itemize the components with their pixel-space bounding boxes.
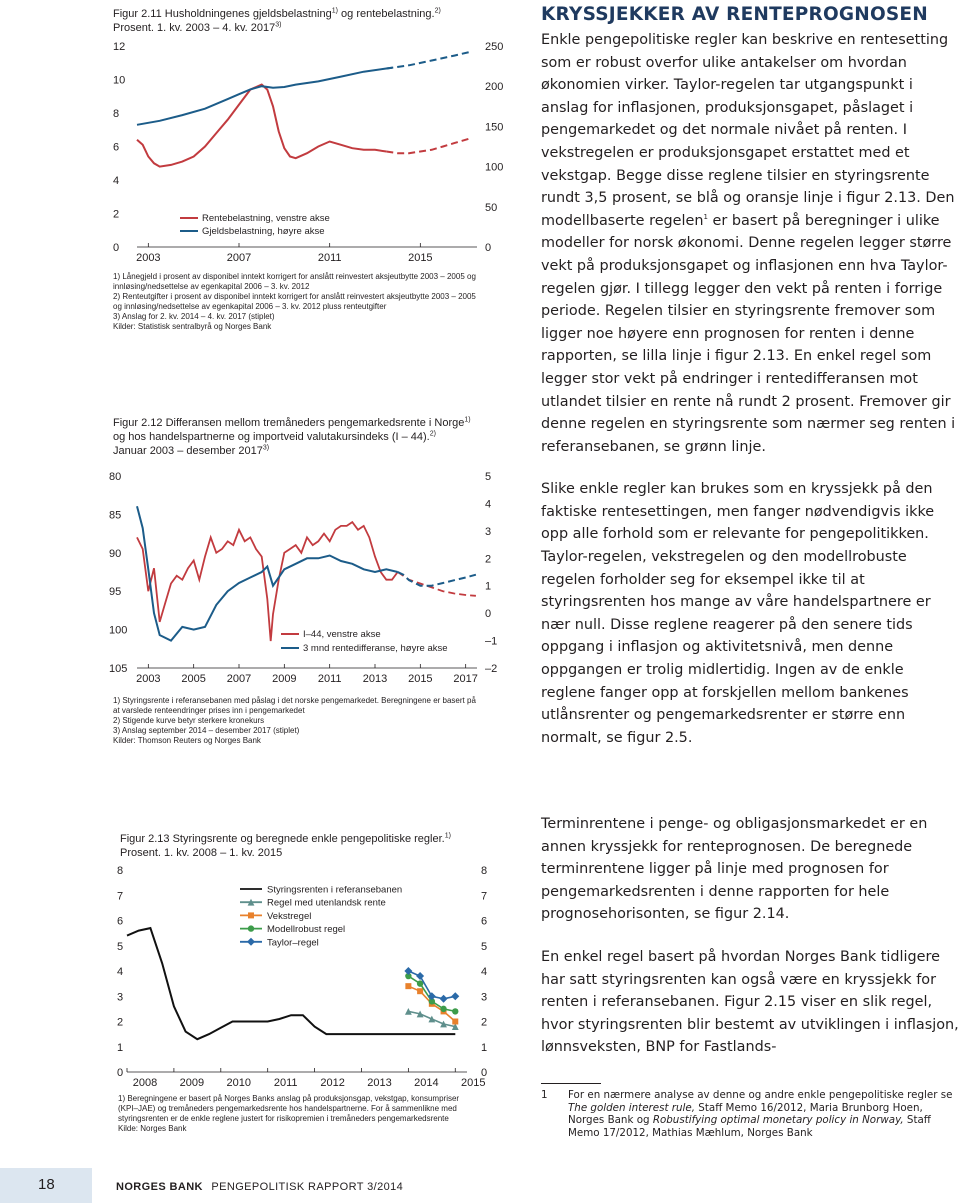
x-axis-tick-label: 2011 xyxy=(317,673,342,685)
diamond-marker xyxy=(428,992,436,1000)
right-axis-tick-label: 5 xyxy=(485,471,492,483)
fig1-note-2: 2) Renteutgifter i prosent av disponibel inntekt korrigert for anslått reinvestert aksjeutbytte 2003 – 2005 og innløsing/nedsettelse av egenkapital 2006 – 3. kv. 2012 pluss renteutgifter xyxy=(113,292,476,311)
right-axis-tick-label: –2 xyxy=(485,663,498,675)
right-axis-tick-label: 150 xyxy=(485,121,504,134)
diamond-marker xyxy=(247,938,255,946)
fig1-title-text: Figur 2.11 Husholdningenes gjeldsbelastning xyxy=(113,8,332,20)
footnote-text-a: For en nærmere analyse av denne og andre enkle pengepolitiske regler se xyxy=(568,1089,953,1101)
right-axis-tick-label: 4 xyxy=(485,498,492,511)
figure-2-13-chart xyxy=(105,860,515,1092)
x-axis-tick-label: 2009 xyxy=(179,1077,205,1089)
x-axis-tick-label: 2012 xyxy=(320,1077,345,1089)
x-axis-tick-label: 2009 xyxy=(272,673,297,685)
fig2-note-2: 2) Stigende kurve betyr sterkere kronekurs xyxy=(113,716,265,725)
right-axis-tick-label: 0 xyxy=(481,1067,488,1079)
footnote-text xyxy=(568,1089,959,1139)
left-axis-tick-label: 100 xyxy=(109,624,128,637)
figure-2-12-notes xyxy=(113,696,483,746)
fig3-title-line2: Prosent. 1. kv. 2008 – 1. kv. 2015 xyxy=(120,847,283,859)
footnote-italic-1: The golden interest rule, xyxy=(568,1101,696,1114)
left-axis-tick-label: 80 xyxy=(109,471,122,483)
fig2-title-line2: og hos handelspartnerne og importveid valutakursindeks (I – 44). xyxy=(113,431,430,443)
fig2-note-3: 3) Anslag september 2014 – desember 2017 (stiplet) xyxy=(113,726,300,735)
x-axis-tick-label: 2015 xyxy=(461,1077,486,1089)
right-axis-tick-label: 1 xyxy=(481,1041,488,1054)
right-axis-tick-label: 100 xyxy=(485,161,504,174)
right-axis-tick-label: 5 xyxy=(481,940,488,953)
left-axis-tick-label: 12 xyxy=(113,41,126,53)
fig1-title-sup1: 1) xyxy=(331,7,338,15)
left-axis-tick-label: 8 xyxy=(113,108,120,120)
i44-line xyxy=(137,522,398,641)
x-axis-tick-label: 2003 xyxy=(136,252,161,264)
paragraph-1-part-b: er basert på beregninger i ulike modeller for norsk økonomi. Denne regelen legger større vekt på produksjonsgapet og inflasjonen enn hva Taylor-regelen gjør. I tillegg legger den vekt på renten i forrige periode. Regelen tilsier en styringsrente fremover som ligger noe høyere enn prognosen for renten i denne rapporten, se lilla linje i figur 2.13. En enkel regel som legger stor vekt på endringer i rentedifferansen mot utlandet tilsier en rente nå rundt 2 prosent. Fremover gir denne regelen en styringsrente som nærmer seg renten i referansebanen, se grønn linje. xyxy=(541,212,956,455)
square-marker xyxy=(405,983,411,989)
article-paragraph-2: Slike enkle regler kan brukes som en kryssjekk på den faktiske rentesettingen, men fanger nødvendigvis ikke opp alle forhold som er relevante for pengepolitikken. Taylor-regelen, vekstregelen og den modellrobuste regelen forholder seg for eksempel ikke til at styringsrenten hos mange av våre handelspartnere er nær null. Disse reglene reagerer på den senere tids oppgang i inflasjon og aktivitetsnivå, men denne oppgangen er trolig midlertidig. Ingen av de enkle reglene fanger opp at forskjellen mellom bankenes utlånsrenter og pengemarkedsrenter er større enn normalt, se figur 2.5. xyxy=(541,481,935,746)
figure-2-12-chart xyxy=(105,460,525,695)
right-axis-tick-label: 6 xyxy=(481,915,488,928)
fig2-note-1: 1) Styringsrente i referansebanen med påslag i det norske pengemarkedet. Beregningene er basert på at varslede renteendringer prises inn i pengemarkedet xyxy=(113,696,476,715)
fig1-note-1: 1) Lånegjeld i prosent av disponibel inntekt korrigert for anslått reinvestert aksjeutbytte 2003 – 2005 og innløsing/nedsettelse av egenkapital 2006 – 3. kv. 2012 xyxy=(113,272,476,291)
square-marker xyxy=(248,912,254,918)
left-axis-tick-label: 105 xyxy=(109,663,128,675)
right-axis-tick-label: 250 xyxy=(485,41,504,53)
figure-2-13-notes xyxy=(118,1094,478,1134)
figure-2-13-title xyxy=(120,832,520,860)
diamond-marker xyxy=(416,972,424,980)
square-marker xyxy=(417,988,423,994)
footer-brand: NORGES BANK xyxy=(116,1181,203,1193)
square-marker xyxy=(452,1019,458,1025)
footnote xyxy=(541,1089,959,1139)
circle-marker xyxy=(440,1006,446,1012)
left-axis-tick-label: 85 xyxy=(109,509,122,522)
left-axis-tick-label: 2 xyxy=(117,1016,124,1029)
left-axis-tick-label: 0 xyxy=(117,1067,124,1079)
x-axis-tick-label: 2015 xyxy=(408,673,433,685)
x-axis-tick-label: 2007 xyxy=(226,252,252,264)
right-axis-tick-label: 50 xyxy=(485,201,498,214)
left-axis-tick-label: 4 xyxy=(117,966,124,978)
x-axis-tick-label: 2015 xyxy=(408,252,433,264)
footnote-reference: 1 xyxy=(703,212,708,221)
left-axis-tick-label: 7 xyxy=(117,890,124,903)
article-body xyxy=(541,29,959,769)
article-body-lower xyxy=(541,813,959,1079)
right-axis-tick-label: 3 xyxy=(485,525,492,538)
fig3-source: Kilde: Norges Bank xyxy=(118,1124,187,1133)
fig1-note-3: 3) Anslag for 2. kv. 2014 – 4. kv. 2017 (stiplet) xyxy=(113,312,275,321)
fig3-note-1: 1) Beregningene er basert på Norges Banks anslag på produksjonsgap, vekstgap, konsumpriser (KPI–JAE) og tremåneders pengemarkedsrente hos handelspartnerne. For å sammenlikne med styringsrenten er de enkle reglene justert for risikopremien i tremåneders pengemarkedsrente xyxy=(118,1094,460,1123)
right-axis-tick-label: 8 xyxy=(481,865,488,877)
legend-label-rentedifferanse: 3 mnd rentedifferanse, høyre akse xyxy=(303,643,448,654)
left-axis-tick-label: 4 xyxy=(113,175,120,187)
left-axis-tick-label: 10 xyxy=(113,74,126,87)
diamond-marker xyxy=(451,992,459,1000)
article-paragraph-1 xyxy=(541,29,959,458)
x-axis-tick-label: 2011 xyxy=(317,252,342,264)
left-axis-tick-label: 90 xyxy=(109,547,122,560)
fig2-title-line3: Januar 2003 – desember 2017 xyxy=(113,445,263,457)
x-axis-tick-label: 2013 xyxy=(367,1077,392,1089)
fig3-title-text: Figur 2.13 Styringsrente og beregnede enkle pengepolitiske regler. xyxy=(120,833,445,845)
left-axis-tick-label: 8 xyxy=(117,865,124,877)
legend-label-1: Styringsrenten i referansebanen xyxy=(267,884,403,896)
right-axis-tick-label: 0 xyxy=(485,242,492,254)
x-axis-tick-label: 2005 xyxy=(181,673,206,685)
legend-label-3: Vekstregel xyxy=(267,910,312,922)
x-axis-tick-label: 2011 xyxy=(273,1077,298,1089)
right-axis-tick-label: 7 xyxy=(481,890,488,903)
rentebelastning-projection-line xyxy=(386,138,471,153)
fig2-source: Kilder: Thomson Reuters og Norges Bank xyxy=(113,736,261,745)
article-heading: KRYSSJEKKER AV RENTEPROGNOSEN xyxy=(541,4,928,25)
left-axis-tick-label: 1 xyxy=(117,1041,124,1054)
i44-projection-line xyxy=(398,572,476,596)
fig2-title-sup1: 1) xyxy=(464,416,471,424)
gjeldsbelastning-projection-line xyxy=(386,52,471,69)
gjeldsbelastning-line xyxy=(137,68,392,125)
rentedifferanse-projection-line xyxy=(398,572,476,586)
left-axis-tick-label: 3 xyxy=(117,991,124,1004)
footnote-divider xyxy=(541,1083,601,1084)
right-axis-tick-label: 200 xyxy=(485,81,504,94)
x-axis-tick-label: 2008 xyxy=(132,1077,158,1089)
page-number: 18 xyxy=(38,1176,55,1193)
left-axis-tick-label: 6 xyxy=(117,915,124,928)
fig1-source: Kilder: Statistisk sentralbyrå og Norges Bank xyxy=(113,322,272,331)
right-axis-tick-label: 2 xyxy=(485,553,492,566)
legend-label-rentebelastning: Rentebelastning, venstre akse xyxy=(202,213,330,224)
x-axis-tick-label: 2007 xyxy=(226,673,252,685)
left-axis-tick-label: 95 xyxy=(109,586,122,599)
left-axis-tick-label: 0 xyxy=(113,242,120,254)
fig3-title-sup1: 1) xyxy=(444,832,451,840)
left-axis-tick-label: 5 xyxy=(117,940,124,953)
rentebelastning-line xyxy=(137,85,386,167)
fig2-title-sup2: 2) xyxy=(429,430,436,438)
footnote-number: 1 xyxy=(541,1089,548,1101)
left-axis-tick-label: 6 xyxy=(113,141,120,154)
x-axis-tick-label: 2014 xyxy=(414,1077,439,1089)
right-axis-tick-label: 1 xyxy=(485,580,492,593)
legend-label-5: Taylor–regel xyxy=(267,937,319,949)
footer-title xyxy=(116,1181,403,1193)
footnote-text-b: Staff Memo 16/2012, Maria Brunborg Hoen, Norges Bank og xyxy=(568,1101,923,1127)
rentedifferanse-line xyxy=(137,506,398,640)
footnote-text-c: Staff Memo 17/2012, Mathias Mæhlum, Norges Bank xyxy=(568,1114,931,1139)
fig1-title-line2: Prosent. 1. kv. 2003 – 4. kv. 2017 xyxy=(113,22,276,34)
legend-label-2: Regel med utenlandsk rente xyxy=(267,897,386,909)
figure-2-11-notes xyxy=(113,272,483,332)
fig2-title-sup3: 3) xyxy=(262,444,270,452)
right-axis-tick-label: 0 xyxy=(485,608,492,621)
legend-label-gjeldsbelastning: Gjeldsbelastning, høyre akse xyxy=(202,226,325,237)
fig1-title-sup3: 3) xyxy=(275,21,282,29)
right-axis-tick-label: –1 xyxy=(485,635,498,648)
left-axis-tick-label: 2 xyxy=(113,208,120,221)
right-axis-tick-label: 3 xyxy=(481,991,488,1004)
x-axis-tick-label: 2013 xyxy=(362,673,388,685)
article-paragraph-3: Terminrentene i penge- og obligasjonsmarkedet er en annen kryssjekk for renteprognosen. De beregnede terminrentene ligger på linje med prognosen for pengemarkedsrenten i denne rapporten for hele prognosehorisonten, se figur 2.14. xyxy=(541,816,928,923)
triangle-marker xyxy=(428,1016,435,1023)
paragraph-1-part-a: Enkle pengepolitiske regler kan beskrive en rentesetting som er robust overfor ulike antakelser om hvordan økonomien virker. Taylor-regelen tar utgangspunkt i anslag for inflasjonen, produksjonsgapet, påslaget i pengemarkedet og det normale nivået på renten. I vekstregelen er produksjonsgapet erstattet med et vekstgap. Begge disse reglene tilsier en styringsrente rundt 3,5 prosent, se blå og oransje linje i figur 2.13. Den modellbaserte regelen xyxy=(541,32,955,229)
x-axis-tick-label: 2003 xyxy=(136,673,161,685)
x-axis-tick-label: 2017 xyxy=(453,673,478,685)
fig1-title-sup2: 2) xyxy=(434,7,441,15)
figure-2-12-title xyxy=(113,416,533,458)
legend-label-i44: I–44, venstre akse xyxy=(303,629,381,640)
circle-marker xyxy=(452,1008,458,1014)
x-axis-tick-label: 2010 xyxy=(226,1077,252,1089)
right-axis-tick-label: 2 xyxy=(481,1016,488,1029)
right-axis-tick-label: 4 xyxy=(481,966,488,978)
footer-report: PENGEPOLITISK RAPPORT 3/2014 xyxy=(211,1181,404,1193)
fig2-title-text: Figur 2.12 Differansen mellom tremåneders pengemarkedsrente i Norge xyxy=(113,417,465,429)
fig1-title-mid: og rentebelastning. xyxy=(337,8,435,20)
diamond-marker xyxy=(404,967,412,975)
legend-label-4: Modellrobust regel xyxy=(267,924,346,936)
figure-2-11-chart xyxy=(105,30,525,270)
circle-marker xyxy=(248,925,254,931)
diamond-marker xyxy=(440,995,448,1003)
footnote-italic-2: Robustifying optimal monetary policy in Norway, xyxy=(652,1114,904,1127)
article-paragraph-4: En enkel regel basert på hvordan Norges Bank tidligere har satt styringsrenten kan også være en kryssjekk for renten i referansebanen. Figur 2.15 viser en slik regel, hvor styringsrenten blir bestemt av utviklingen i inflasjon, lønnsveksten, BNP for Fastlands- xyxy=(541,948,959,1056)
